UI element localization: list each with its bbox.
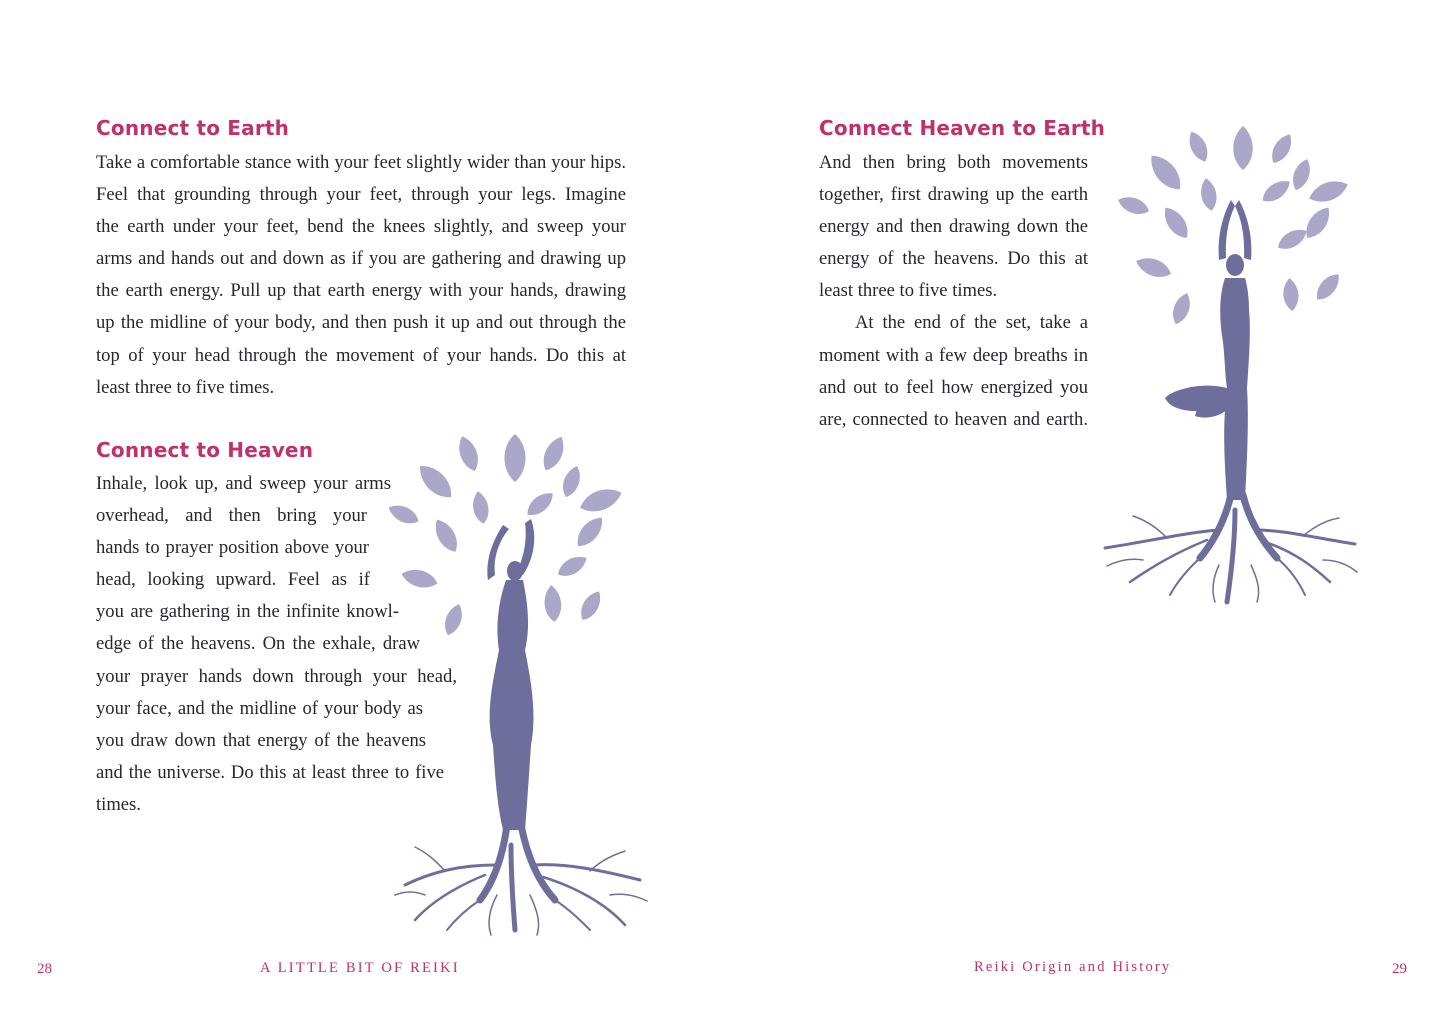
text-line: energy and then drawing down the [819,216,1088,238]
text-line: you draw down that energy of the heavens [96,729,426,751]
text-line: edge of the heavens. On the exhale, draw [96,633,420,655]
text-line: moment with a few deep breaths in [819,344,1088,366]
paragraph-connect-heaven-to-earth [819,147,1088,436]
heading-connect-to-heaven: Connect to Heaven [96,438,314,462]
paragraph-connect-to-earth [96,147,626,404]
text-line: arms and hands out and down as if you are gathering and drawing up [96,248,626,270]
text-line: Take a comfortable stance with your feet slightly wider than your hips. [96,152,626,173]
text-line: and out to feel how energized you [819,376,1088,398]
text-line: your prayer hands down through your head, [96,665,457,687]
text-line: times. [96,793,141,815]
roots [1105,495,1357,602]
text-line: And then bring both movements [819,152,1088,173]
text-line: the earth energy. Pull up that earth energy with your hands, drawing [96,280,626,302]
text-line: you are gathering in the infinite knowl- [96,601,399,623]
running-head-right: Reiki Origin and History [974,959,1172,975]
text-line: overhead, and then bring your [96,505,367,527]
text-line: least three to five times. [819,280,998,302]
page-number-right: 29 [1392,961,1407,977]
text-line: head, looking upward. Feel as if [96,569,370,591]
woman-figure [487,519,534,830]
heading-connect-to-earth: Connect to Earth [96,116,290,140]
tree-pose-yoga-illustration [1095,120,1365,610]
tree-pose-figure [1165,200,1251,500]
text-line: Feel that grounding through your feet, through your legs. Imagine [96,184,626,206]
tree-woman-arms-overhead-illustration [385,425,655,940]
text-line: hands to prayer position above your [96,537,369,559]
text-line: your face, and the midline of your body as [96,697,423,719]
heading-connect-heaven-to-earth: Connect Heaven to Earth [819,116,1106,140]
text-line: are, connected to heaven and earth. [819,408,1088,430]
text-line: and the universe. Do this at least three to five [96,761,444,783]
text-line: top of your head through the movement of your hands. Do this at [96,344,626,366]
page-number-left: 28 [37,961,52,977]
running-head-left: A LITTLE BIT OF REIKI [260,960,460,976]
text-line: together, first drawing up the earth [819,184,1088,206]
text-line: up the midline of your body, and then push it up and out through the [96,312,626,334]
roots [395,825,647,935]
text-line: least three to five times. [96,376,275,398]
text-line: energy of the heavens. Do this at [819,248,1088,270]
text-line: Inhale, look up, and sweep your arms [96,473,391,494]
text-line: At the end of the set, take a [855,312,1088,334]
text-line: the earth under your feet, bend the knees slightly, and sweep your [96,216,626,238]
